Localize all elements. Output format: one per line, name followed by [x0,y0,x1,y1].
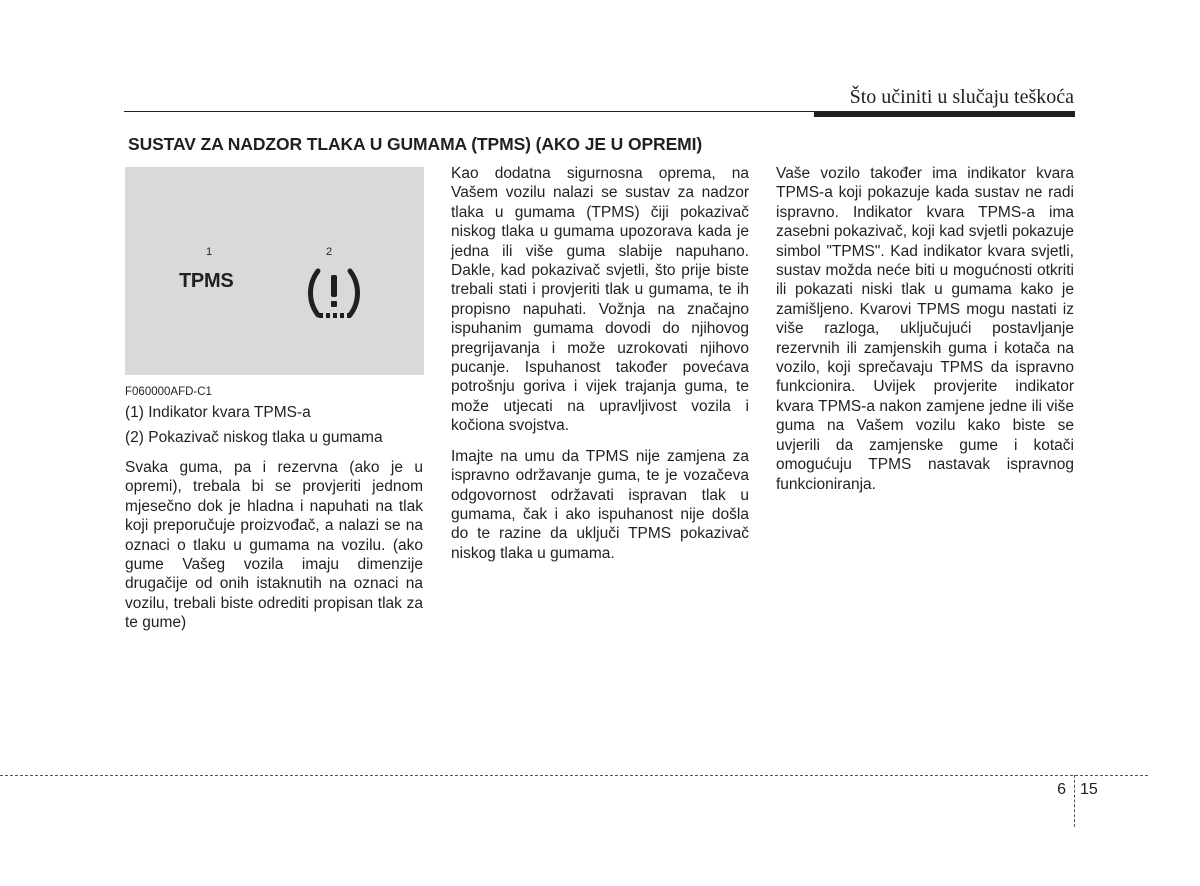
chapter-title: Što učiniti u slučaju teškoća [849,86,1074,108]
figure-marker-2: 2 [326,246,333,258]
column-1 [125,458,423,644]
figure-code: F060000AFD-C1 [125,386,212,398]
caption-2: (2) Pokazivač niskog tlaka u gumama [125,429,383,446]
tpms-indicator-label: TPMS [179,270,234,292]
footer-divider [0,775,1148,776]
footer-page-divider [1074,775,1075,827]
caption-1: (1) Indikator kvara TPMS-a [125,404,311,421]
header-bar [814,111,1075,117]
paragraph: Svaka guma, pa i rezervna (ako je u opremi), trebala bi se provjeriti jednom mjesečno dok je hladna i napuhati na tlak koji preporučuje proizvođač, a nalazi se na oznaci o tlaku u gumama na vozilu. (ako gume Vašeg vozila imaju dimenzije drugačije od onih istaknutih na oznaci na vozilu, trebali biste odrediti propisan tlak za te gume) [125,459,423,632]
tire-pressure-warning-icon [305,267,363,321]
paragraph: Vaše vozilo također ima indikator kvara TPMS-a koji pokazuje kada sustav ne radi ispravno. Indikator kvara TPMS-a ima zasebni pokazivač, koji kad svjetli pokazuje simbol "TPMS". Kad indikator kvara svjetli, sustav možda neće biti u mogućnosti otkriti ili pokazati niski tlak u gumama kako je zamišljeno. Kvarovi TPMS mogu nastati iz više razloga, uključujući postavljanje rezervnih ili zamjenskih guma i kotača na vozilo, koji sprečavaju TPMS da ispravno funkcionira. Uvijek provjerite indikator kvara TPMS-a nakon zamjene jedne ili više guma na Vašem vozilu kako biste se uvjerili da zamjenske gume i kotači omogućuju TPMS nastavak ispravnog funkcioniranja. [776,165,1074,493]
figure-marker-1: 1 [206,246,213,258]
page-chapter-number: 6 [1057,781,1066,798]
section-title: SUSTAV ZA NADZOR TLAKA U GUMAMA (TPMS) (AKO JE U OPREMI) [128,134,703,154]
page-number: 15 [1080,781,1098,798]
column-3 [776,164,1074,505]
paragraph: Kao dodatna sigurnosna oprema, na Vašem vozilu nalazi se sustav za nadzor tlaka u gumama (TPMS) čiji pokazivač niskog tlaka u gumama upozorava kada je jedna ili više guma slabije napuhano. Dakle, kad pokazivač svjetli, što prije biste trebali stati i provjeriti tlak u gumama, te ih propisno napuhati. Vožnja na značajno ispuhanim gumama dovodi do njihovog pregrijavanja i može uzrokovati njihovo pucanje. Ispuhanost također povećava potrošnju goriva i vijek trajanja guma, te može utjecati na upravljivost vozila i kočiona svojstva. [451,165,749,435]
column-2 [451,164,749,574]
paragraph: Imajte na umu da TPMS nije zamjena za ispravno održavanje guma, te je vozačeva odgovornost održavati ispravan tlak u gumama, čak i ako ispuhanost nije došla do te razine da uključi TPMS pokazivač niskog tlaka u gumama. [451,447,749,562]
tpms-figure [125,167,424,375]
